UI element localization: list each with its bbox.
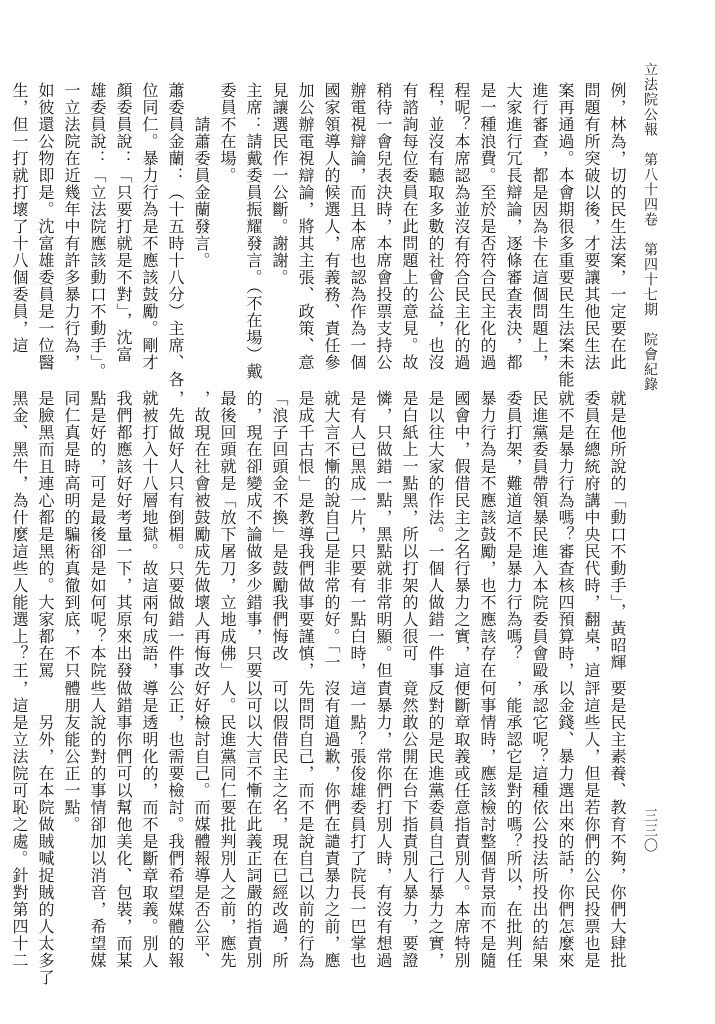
text-block-lower	[10, 680, 630, 986]
text-column: 一立法院在近幾年中有許多暴力行為，	[62, 82, 81, 371]
text-column: 辦電視辯論，而且本席也認為作為一個	[348, 82, 367, 371]
text-column: 要是民主素養、教育不夠，你們大肆批	[608, 680, 627, 969]
text-column: 體朋友能公正一點。	[62, 680, 81, 833]
text-column: 另外，在本院做賊喊捉賊的人太多了	[36, 680, 55, 986]
text-column: 例，林為，切的民生法案，一定要在此	[608, 82, 627, 371]
text-column: 暴力行為是不應該鼓勵，也不應該存在	[478, 390, 497, 679]
text-column: 同仁真是時高明的騙術真徹到底，不只	[62, 390, 81, 679]
text-column: 憐，只做錯一點，黑點就非常明顯。但	[374, 390, 393, 679]
text-column: 生，但一打就打壞了十八個委員，這	[10, 82, 29, 354]
text-column: 有諮詢每位委員在此問題上的意見。故	[400, 82, 419, 371]
text-column: 是有人已黑成一片，只要有一點白時，	[348, 390, 367, 679]
text-column: 是一種浪費。至於是否符合民主化的過	[478, 82, 497, 371]
text-column: 顏委員說：「只要打就是不對」，沈富	[114, 82, 133, 363]
text-column: 進行審查，都是因為卡在這個問題上，	[530, 82, 549, 371]
text-column: 何事情時，應該檢討整個背景而不是隨	[478, 680, 497, 969]
text-column: 委員打架，難道這不是暴力行為嗎？	[504, 390, 523, 662]
text-column: 是成千古恨」是教導我們做事要謹慎，	[296, 390, 315, 679]
text-column: 如彼還公物即是。沈富雄委員是一位醫	[36, 82, 55, 371]
text-column: 位同仁。暴力行為是不應該鼓勵。剛才	[140, 82, 159, 371]
text-column: 國會中，假借民主之名行暴力之實，這	[452, 390, 471, 679]
text-column: 黑金、黑牛，為什麼這些人能選上？王	[10, 390, 29, 679]
text-block-upper	[10, 82, 630, 388]
text-column: ，能承認它是對的嗎？所以，在批判任	[504, 680, 523, 969]
text-column: 稍待一會兒表決時，本席會投票支持公	[374, 82, 393, 371]
text-column: 以金錢、暴力選出來的話，你們怎麼來	[556, 680, 575, 969]
text-column: 承認它呢？這種依公投法所投出的結果	[530, 680, 549, 969]
text-column: 主席：請戴委員振耀發言。（不在場）戴	[244, 82, 263, 380]
text-column: 先問問自己，而不是說自己以前的行為	[296, 680, 315, 969]
text-column: 蕭委員金蘭：（十五時十八分）主席、各	[166, 82, 185, 388]
text-column: 國家領導人的候選人，有義務、責任參	[322, 82, 341, 371]
text-column: 人。民進黨同仁要批判別人之前，應先	[218, 680, 237, 969]
text-column: 便斷章取義或任意指責別人。本席特別	[452, 680, 471, 969]
text-column: 反對的是民進黨委員自己行暴力之實，	[426, 680, 445, 969]
text-column: 程，並沒有聽取多數的社會公益，也沒	[426, 82, 445, 371]
page-number: 三三〇	[642, 808, 658, 853]
text-column: 導是透明化的，而不是斷章取義。別人	[140, 680, 159, 969]
text-block-middle	[10, 390, 630, 679]
text-column: 就大言不慚的說自己是非常的好。「一	[322, 390, 341, 671]
text-column: 些人說的對的事情卻加以消音，希望媒	[88, 680, 107, 969]
text-column: 請蕭委員金蘭發言。	[192, 82, 211, 269]
text-column: 公正，也需要檢討。我們希望媒體的報	[166, 680, 185, 969]
text-column: 就是他所說的「動口不動手」，黃昭輝	[608, 390, 627, 671]
text-column: 我們都應該好好考量一下，其原來出發	[114, 390, 133, 679]
text-column: 程呢？本席認為並沒有符合民主化的過	[452, 82, 471, 371]
text-column: 點是好的，可是最後卻是如何呢？本院	[88, 390, 107, 679]
text-column: 是白紙上一點黑，所以打架的人很可	[400, 390, 419, 662]
text-column: 大家進行冗長辯論，逐條審查表決，都	[504, 82, 523, 371]
text-column: 就被打入十八層地獄。故這兩句成語，	[140, 390, 159, 679]
text-column: 責暴力，常你們打別人時，有沒有想過	[374, 680, 393, 969]
text-column: 可以假借民主之名，現在已經改過，所	[270, 680, 289, 969]
text-column: 問題有所突破以後，才要讓其他民生法	[582, 82, 601, 371]
text-column: 見讓選民作一公斷。謝謝。	[270, 82, 289, 286]
text-column: 沒有道過歉，你們在譴責暴力之前，應	[322, 680, 341, 969]
text-column: 評這些人，但是若你們的公民投票也是	[582, 680, 601, 969]
text-column: 雄委員說：「立法院應該動口不動手」。	[88, 82, 107, 380]
text-column: 「浪子回頭金不換」是鼓勵我們悔改	[270, 390, 289, 662]
text-column: 竟然敢公開在台下指責別人暴力，要證	[400, 680, 419, 969]
text-column: 案再通過。本會期很多重要民生法案未能	[556, 82, 575, 388]
text-column: 這一點？張俊雄委員打了院長一巴掌也	[348, 680, 367, 969]
text-column: 好好檢討自己。而媒體報導是否公平、	[192, 680, 211, 969]
text-column: 委員不在場。	[218, 82, 237, 184]
text-column: ，先做好人只有倒楣。只要做錯一件事	[166, 390, 185, 679]
text-column: 是臉黑而且連心都是黑的。大家都在罵	[36, 390, 55, 679]
text-column: 的，現在卻變成不論做多少錯事，只要	[244, 390, 263, 679]
text-column: ，這是立法院可恥之處。針對第四十二	[10, 680, 29, 969]
text-column: 加公辦電視辯論，將其主張、政策、意	[296, 82, 315, 371]
text-column: 以可以大言不慚在此義正詞嚴的指責別	[244, 680, 263, 969]
text-column: 是以往大家的作法。一個人做錯一件事	[426, 390, 445, 679]
text-column: 民進黨委員帶領暴民進入本院委員會毆	[530, 390, 549, 679]
text-column: 委員在總統府講中央民代時，翻桌，這	[582, 390, 601, 679]
text-column: ，故現在社會被鼓勵成先做壞人再悔改	[192, 390, 211, 679]
running-header: 立法院公報 第八十四卷 第四十七期 院會紀錄	[642, 62, 658, 392]
text-column: 最後回頭就是「放下屠刀，立地成佛」	[218, 390, 237, 679]
text-column: 做錯事你們可以幫他美化、包裝，而某	[114, 680, 133, 969]
text-column: 就不是暴力行為嗎？審查核四預算時，	[556, 390, 575, 679]
